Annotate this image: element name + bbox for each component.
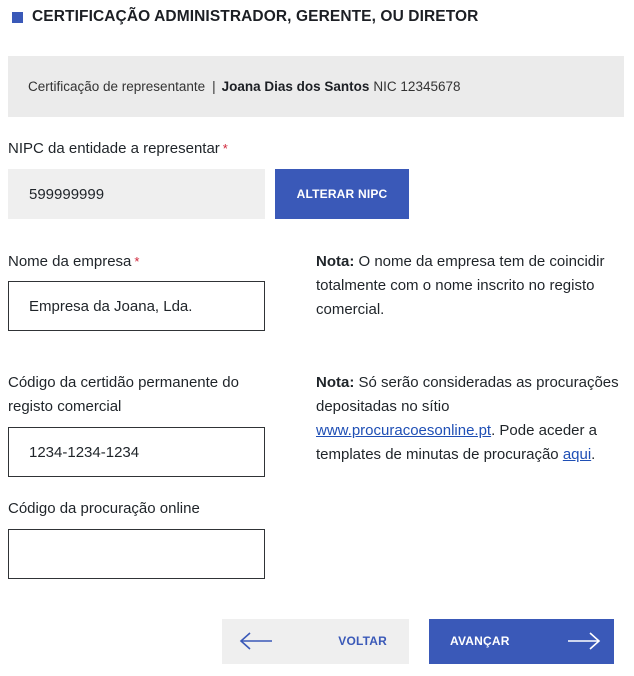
representative-label: Certificação de representante (28, 79, 206, 94)
company-name-note (316, 250, 628, 322)
next-button[interactable] (429, 619, 614, 664)
nipc-input[interactable] (8, 169, 265, 219)
representative-name: Joana Dias dos Santos (221, 79, 370, 94)
back-button[interactable] (222, 619, 409, 664)
required-mark: * (222, 141, 228, 156)
certificate-note (316, 371, 628, 467)
representative-nic: NIC 12345678 (373, 79, 461, 94)
section-square-icon (12, 12, 23, 23)
section-header (12, 6, 478, 28)
certificate-code-label: Código da certidão permanente do registo comercial (8, 374, 239, 415)
arrow-left-icon (238, 631, 274, 651)
power-of-attorney-label: Código da procuração online (8, 500, 200, 517)
arrow-right-icon (566, 631, 602, 651)
certificate-code-input[interactable] (8, 427, 265, 477)
procuracoes-online-link[interactable]: www.procuracoesonline.pt (316, 422, 492, 439)
templates-link[interactable]: aqui (562, 446, 592, 463)
nipc-label-text: NIPC da entidade a representar (8, 140, 220, 157)
company-name-label (8, 250, 139, 274)
power-of-attorney-input[interactable] (8, 529, 265, 579)
nipc-label (8, 137, 228, 161)
company-name-label-text: Nome da empresa (8, 253, 132, 270)
back-button-label: VOLTAR (338, 634, 387, 648)
certificate-note-text-1: Só serão consideradas as procurações depositadas no sítio (316, 374, 619, 415)
representative-info-bar (8, 56, 624, 117)
certificate-note-text-3: . (591, 446, 596, 463)
change-nipc-button[interactable]: ALTERAR NIPC (275, 169, 409, 219)
note-bold: Nota: (316, 253, 355, 270)
certificate-note-text-2: . Pode aceder a templates de minutas de procuração (316, 422, 598, 463)
company-name-input[interactable] (8, 281, 265, 331)
company-note-text: O nome da empresa tem de coincidir totalmente com o nome inscrito no registo comercial. (316, 253, 605, 318)
next-button-label: AVANÇAR (450, 634, 510, 648)
info-separator: | (212, 79, 216, 94)
section-title: CERTIFICAÇÃO ADMINISTRADOR, GERENTE, OU DIRETOR (32, 8, 479, 25)
note-bold: Nota: (316, 374, 355, 391)
required-mark: * (134, 254, 140, 269)
